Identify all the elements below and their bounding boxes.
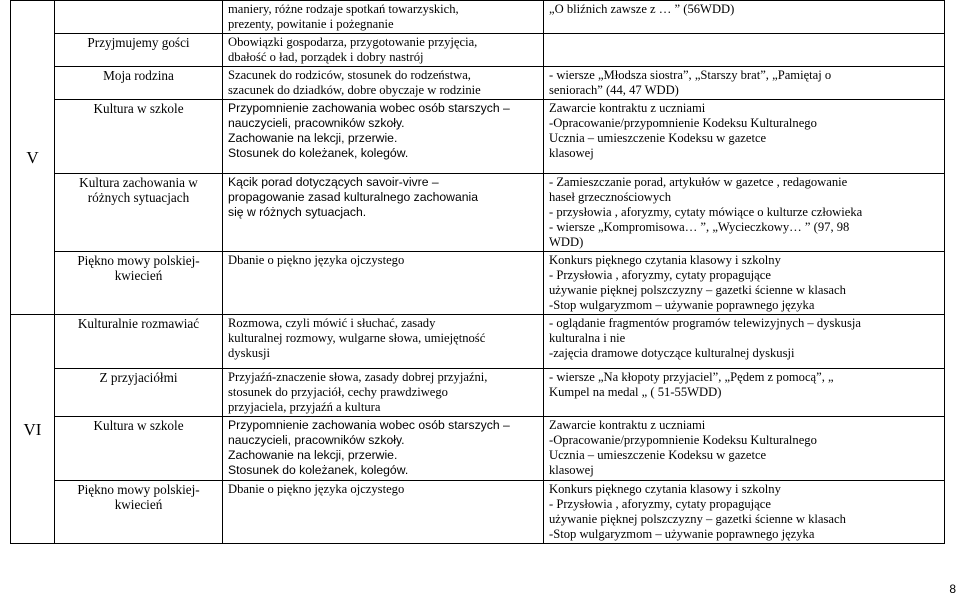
- content-line: prezenty, powitanie i pożegnanie: [228, 17, 394, 31]
- materials-line: Kumpel na medal „ ( 51-55WDD): [549, 385, 722, 399]
- table-row: [11, 34, 945, 67]
- content-line: propagowanie zasad kulturalnego zachowania: [228, 190, 479, 204]
- materials-line: Ucznia – umieszczenie Kodeksu w gazetce: [549, 448, 767, 462]
- content-cell: [223, 369, 544, 417]
- topic-cell: Piękno mowy polskiej- kwiecień: [55, 481, 223, 544]
- table-body: [11, 1, 945, 544]
- content-line: Kącik porad dotyczących savoir-vivre –: [228, 175, 439, 189]
- table-row: [11, 369, 945, 417]
- content-line: dbałość o ład, porządek i dobry nastrój: [228, 50, 424, 64]
- materials-line: -Stop wulgaryzmom – używanie poprawnego języka: [549, 527, 815, 541]
- materials-line: Zawarcie kontraktu z uczniami: [549, 101, 706, 115]
- content-line: dyskusji: [228, 346, 270, 360]
- table-row: [11, 100, 945, 174]
- topic-cell: Przyjmujemy gości: [55, 34, 223, 67]
- materials-cell: [544, 100, 945, 174]
- content-line: Stosunek do koleżanek, kolegów.: [228, 463, 409, 477]
- materials-cell: [544, 481, 945, 544]
- section-label: VI: [11, 315, 55, 544]
- topic-cell: Kulturalnie rozmawiać: [55, 315, 223, 369]
- content-line: Przypomnienie zachowania wobec osób starszych –: [228, 101, 510, 115]
- materials-line: Konkurs pięknego czytania klasowy i szkolny: [549, 482, 781, 496]
- materials-line: kulturalna i nie: [549, 331, 626, 345]
- materials-line: seniorach” (44, 47 WDD): [549, 83, 679, 97]
- materials-line: - wiersze „Młodsza siostra”, „Starszy brat”, „Pamiętaj o: [549, 68, 832, 82]
- content-line: Stosunek do koleżanek, kolegów.: [228, 146, 409, 160]
- materials-line: -Opracowanie/przypomnienie Kodeksu Kulturalnego: [549, 433, 817, 447]
- materials-line: klasowej: [549, 146, 594, 160]
- content-line: nauczycieli, pracowników szkoły.: [228, 116, 405, 130]
- materials-line: - Przysłowia , aforyzmy, cytaty propagujące: [549, 497, 771, 511]
- materials-line: - przysłowia , aforyzmy, cytaty mówiące o kulturze człowieka: [549, 205, 863, 219]
- materials-cell: [544, 417, 945, 481]
- content-line: Przyjaźń-znaczenie słowa, zasady dobrej przyjaźni,: [228, 370, 488, 384]
- materials-cell: [544, 34, 945, 67]
- table-row: [11, 417, 945, 481]
- content-line: przyjaciela, przyjaźń a kultura: [228, 400, 381, 414]
- materials-line: - wiersze „Kompromisowa… ”, „Wycieczkowy… ” (97, 98: [549, 220, 850, 234]
- topic-cell: Piękno mowy polskiej- kwiecień: [55, 252, 223, 315]
- table-row: [11, 252, 945, 315]
- materials-line: Konkurs pięknego czytania klasowy i szkolny: [549, 253, 781, 267]
- program-table: [10, 0, 945, 544]
- topic-cell: Kultura zachowania w różnych sytuacjach: [55, 174, 223, 252]
- content-line: Obowiązki gospodarza, przygotowanie przyjęcia,: [228, 35, 478, 49]
- section-label: V: [11, 1, 55, 315]
- materials-cell: [544, 67, 945, 100]
- materials-line: Ucznia – umieszczenie Kodeksu w gazetce: [549, 131, 767, 145]
- materials-line: „O bliźnich zawsze z … ” (56WDD): [549, 2, 735, 16]
- content-line: stosunek do przyjaciół, cechy prawdziwego: [228, 385, 448, 399]
- content-cell: [223, 67, 544, 100]
- table-row: [11, 67, 945, 100]
- materials-line: -zajęcia dramowe dotyczące kulturalnej dyskusji: [549, 346, 795, 360]
- table-row: [11, 315, 945, 369]
- materials-line: Zawarcie kontraktu z uczniami: [549, 418, 706, 432]
- materials-line: -Opracowanie/przypomnienie Kodeksu Kulturalnego: [549, 116, 817, 130]
- content-line: Szacunek do rodziców, stosunek do rodzeństwa,: [228, 68, 471, 82]
- topic-cell: [55, 1, 223, 34]
- materials-cell: [544, 1, 945, 34]
- materials-line: - wiersze „Na kłopoty przyjaciel”, „Pędem z pomocą”, „: [549, 370, 834, 384]
- content-line: Przypomnienie zachowania wobec osób starszych –: [228, 418, 510, 432]
- materials-line: WDD): [549, 235, 584, 249]
- table-row: [11, 174, 945, 252]
- topic-cell: Kultura w szkole: [55, 417, 223, 481]
- materials-line: - Zamieszczanie porad, artykułów w gazetce , redagowanie: [549, 175, 848, 189]
- materials-line: używanie pięknej polszczyzny – gazetki ścienne w klasach: [549, 283, 846, 297]
- topic-cell: Kultura w szkole: [55, 100, 223, 174]
- content-cell: [223, 100, 544, 174]
- content-line: się w różnych sytuacjach.: [228, 205, 367, 219]
- topic-cell: Moja rodzina: [55, 67, 223, 100]
- content-cell: [223, 417, 544, 481]
- topic-cell: Z przyjaciółmi: [55, 369, 223, 417]
- content-cell: [223, 34, 544, 67]
- content-cell: [223, 252, 544, 315]
- materials-line: używanie pięknej polszczyzny – gazetki ścienne w klasach: [549, 512, 846, 526]
- content-line: Zachowanie na lekcji, przerwie.: [228, 131, 398, 145]
- materials-cell: [544, 369, 945, 417]
- content-cell: [223, 1, 544, 34]
- materials-cell: [544, 252, 945, 315]
- content-cell: [223, 481, 544, 544]
- materials-line: - Przysłowia , aforyzmy, cytaty propagujące: [549, 268, 771, 282]
- materials-line: haseł grzecznościowych: [549, 190, 672, 204]
- content-line: kulturalnej rozmowy, wulgarne słowa, umiejętność: [228, 331, 486, 345]
- table-row: [11, 481, 945, 544]
- table-row: [11, 1, 945, 34]
- content-line: nauczycieli, pracowników szkoły.: [228, 433, 405, 447]
- content-line: Rozmowa, czyli mówić i słuchać, zasady: [228, 316, 436, 330]
- materials-line: -Stop wulgaryzmom – używanie poprawnego języka: [549, 298, 815, 312]
- materials-line: klasowej: [549, 463, 594, 477]
- content-line: Zachowanie na lekcji, przerwie.: [228, 448, 398, 462]
- content-cell: [223, 174, 544, 252]
- page-number: 8: [949, 582, 956, 596]
- content-line: Dbanie o piękno języka ojczystego: [228, 253, 405, 267]
- content-line: maniery, różne rodzaje spotkań towarzyskich,: [228, 2, 459, 16]
- materials-cell: [544, 315, 945, 369]
- materials-line: - oglądanie fragmentów programów telewizyjnych – dyskusja: [549, 316, 861, 330]
- content-cell: [223, 315, 544, 369]
- content-line: Dbanie o piękno języka ojczystego: [228, 482, 405, 496]
- materials-cell: [544, 174, 945, 252]
- content-line: szacunek do dziadków, dobre obyczaje w rodzinie: [228, 83, 481, 97]
